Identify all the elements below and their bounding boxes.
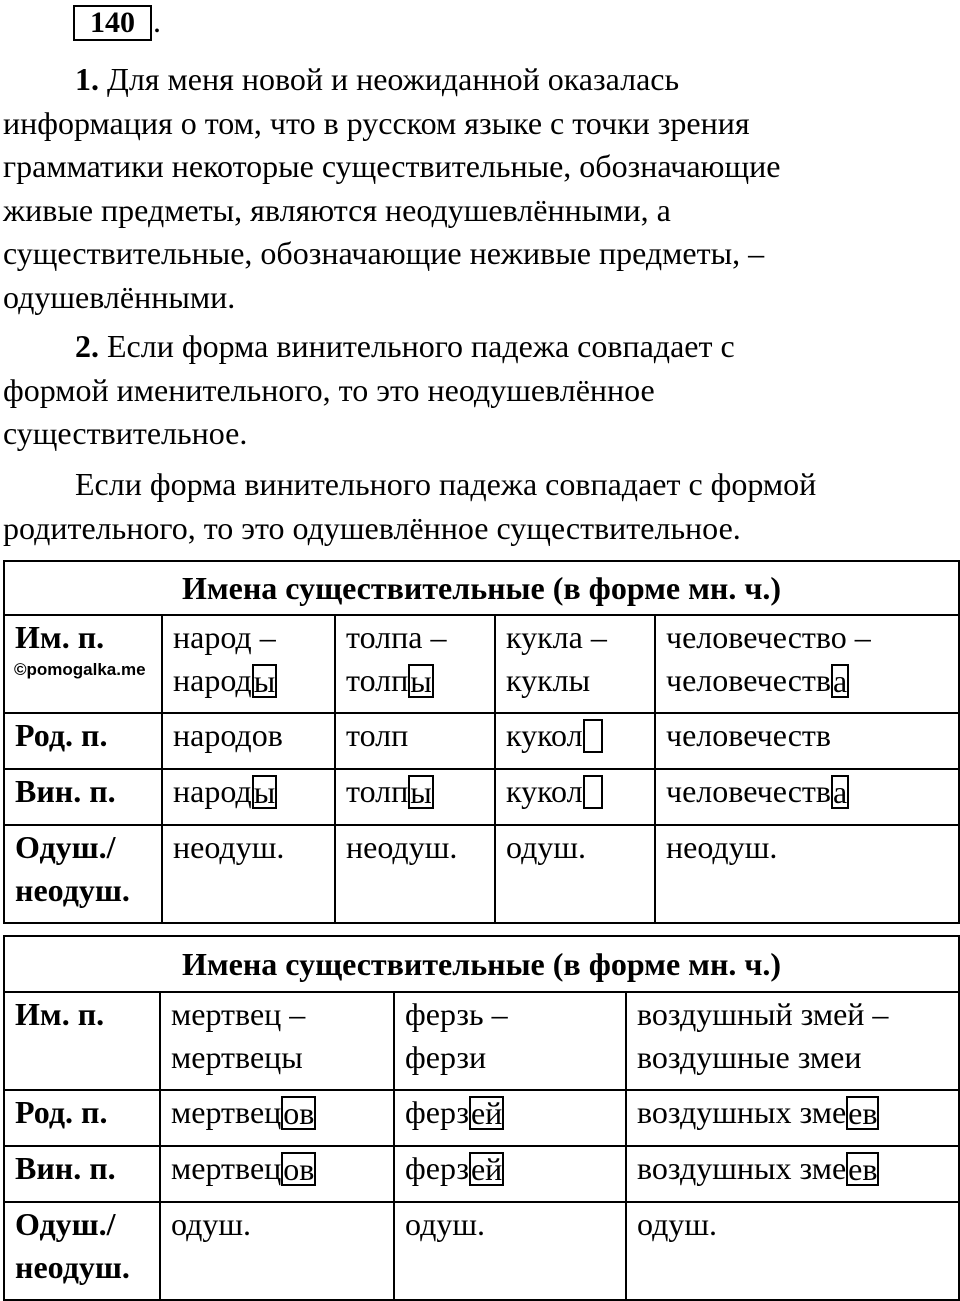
ending-box: ы <box>253 662 276 699</box>
table-cell: воздушных змеев <box>626 1090 959 1146</box>
exercise-number: 140 <box>73 5 152 41</box>
ending-box: а <box>832 773 848 810</box>
ending-box: ей <box>470 1094 503 1131</box>
declension-table-1 <box>3 560 960 924</box>
paragraph-2 <box>3 325 953 456</box>
row-label-genitive: Род. п. <box>4 713 162 769</box>
row-label-animacy: Одуш./ неодуш. <box>4 1202 160 1300</box>
row-label-nominative: Им. п. <box>4 615 162 713</box>
ending-box: ы <box>410 773 432 810</box>
table-cell: ферзей <box>394 1090 626 1146</box>
table-cell: кукол <box>495 713 655 769</box>
table-cell: ферзь – ферзи <box>394 992 626 1090</box>
table-cell: мертвецов <box>160 1146 394 1202</box>
paragraph-line: грамматики некоторые существительные, обозначающие <box>3 148 781 184</box>
row-label-accusative: Вин. п. <box>4 1146 160 1202</box>
zero-ending-box <box>583 775 603 809</box>
row-label-accusative: Вин. п. <box>4 769 162 825</box>
ending-box: ев <box>848 1150 878 1187</box>
paragraph-line: Для меня новой и неожиданной оказалась <box>107 61 680 97</box>
table-header: Имена существительные (в форме мн. ч.) <box>4 561 959 615</box>
paragraph-3 <box>3 463 953 550</box>
paragraph-line: Если форма винительного падежа совпадает с формой <box>75 466 817 502</box>
watermark: ©pomogalka.me <box>14 660 146 679</box>
ending-box: ов <box>283 1150 315 1187</box>
table-cell: мертвец – мертвецы <box>160 992 394 1090</box>
zero-ending-box <box>583 719 603 753</box>
table-header: Имена существительные (в форме мн. ч.) <box>4 936 959 992</box>
table-cell: народы <box>162 769 335 825</box>
table-cell: ферзей <box>394 1146 626 1202</box>
row-label-nominative: Им. п. <box>4 992 160 1090</box>
table-cell: одуш. <box>626 1202 959 1300</box>
paragraph-1-number: 1. <box>75 61 99 97</box>
table-cell: одуш. <box>495 825 655 923</box>
paragraph-line: информация о том, что в русском языке с точки зрения <box>3 104 750 141</box>
table-cell: мертвецов <box>160 1090 394 1146</box>
ending-box: ы <box>253 773 276 810</box>
ending-box: ей <box>470 1150 503 1187</box>
paragraph-line: существительное. <box>3 415 248 451</box>
table-cell: кукла – куклы <box>495 615 655 713</box>
paragraph-line: существительные, обозначающие неживые предметы, – <box>3 235 765 271</box>
ending-box: ы <box>410 662 432 699</box>
ending-box: ев <box>848 1094 878 1131</box>
exercise-number-dot: . <box>153 3 161 39</box>
table-cell: неодуш. <box>162 825 335 923</box>
row-label-animacy: Одуш./ неодуш. <box>4 825 162 923</box>
paragraph-line: родительного, то это одушевлённое существительное. <box>3 509 741 546</box>
table-cell: толпа – толпы <box>335 615 495 713</box>
paragraph-line: формой именительного, то это неодушевлённое <box>3 371 655 408</box>
table-cell: народов <box>162 713 335 769</box>
paragraph-line: одушевлёнными. <box>3 278 236 315</box>
paragraph-line: Если форма винительного падежа совпадает с <box>107 328 735 364</box>
table-cell: человечество – человечества <box>655 615 959 713</box>
table-cell: кукол <box>495 769 655 825</box>
paragraph-1 <box>3 58 953 319</box>
paragraph-2-number: 2. <box>75 328 99 364</box>
table-cell: человечеств <box>655 713 959 769</box>
row-label-genitive: Род. п. <box>4 1090 160 1146</box>
table-cell: толп <box>335 713 495 769</box>
table-cell: неодуш. <box>335 825 495 923</box>
table-cell: человечества <box>655 769 959 825</box>
table-cell: народ – народы <box>162 615 335 713</box>
paragraph-line: живые предметы, являются неодушевлёнными, а <box>3 191 671 228</box>
table-cell: воздушный змей – воздушные змеи <box>626 992 959 1090</box>
table-cell: неодуш. <box>655 825 959 923</box>
table-cell: одуш. <box>160 1202 394 1300</box>
ending-box: ов <box>283 1094 315 1131</box>
ending-box: а <box>832 662 848 699</box>
table-cell: толпы <box>335 769 495 825</box>
table-cell: воздушных змеев <box>626 1146 959 1202</box>
table-cell: одуш. <box>394 1202 626 1300</box>
declension-table-2 <box>3 935 960 1301</box>
